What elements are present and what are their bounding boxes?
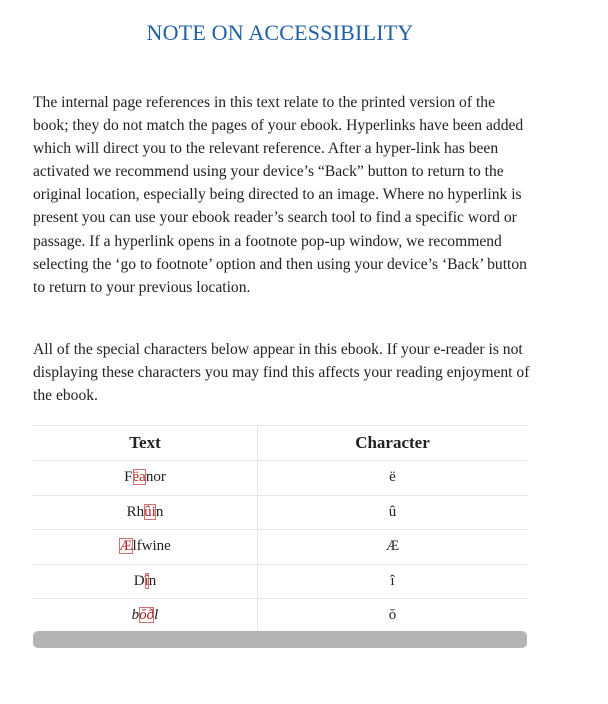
- table-row: [33, 495, 527, 530]
- character-cell: î: [258, 564, 528, 599]
- table-row: [33, 564, 527, 599]
- horizontal-scrollbar[interactable]: [33, 631, 527, 648]
- table-row: [33, 530, 527, 565]
- paragraph-special-characters: All of the special characters below appear in this ebook. If your e-reader is not displaying these characters you may find this affects your reading enjoyment of the ebook.: [33, 341, 530, 405]
- character-cell: ŏ: [258, 599, 528, 633]
- page-title: NOTE ON ACCESSIBILITY: [146, 20, 414, 45]
- text-cell: Rhûin: [33, 495, 258, 530]
- paragraph-accessibility: The internal page references in this text relate to the printed version of the book; they do not match the pages of your ebook. Hyperlinks have been added which will direct you to the relevant reference. After a hyper-link has been activated we recommend using your device’s “Back” button to return to the original location, especially being directed to an image. Where no hyperlink is present you can use your ebook reader’s search tool to find a specific word or passage. If a hyperlink opens in a footnote pop-up window, we recommend selecting the ‘go to footnote’ option and then using your device’s ‘Back’ button to return to your previous location.: [33, 94, 527, 296]
- table-header-row: [33, 426, 527, 461]
- text-cell: Ælfwine: [33, 530, 258, 565]
- column-header-character: Character: [258, 426, 528, 461]
- special-characters-table: [33, 425, 527, 633]
- column-header-text: Text: [33, 426, 258, 461]
- table-row: [33, 599, 527, 633]
- table-row: [33, 461, 527, 496]
- text-cell: Dîn: [33, 564, 258, 599]
- character-cell: ë: [258, 461, 528, 496]
- text-cell: Fëanor: [33, 461, 258, 496]
- character-cell: û: [258, 495, 528, 530]
- character-cell: Æ: [258, 530, 528, 565]
- text-cell: bŏðl: [33, 599, 258, 633]
